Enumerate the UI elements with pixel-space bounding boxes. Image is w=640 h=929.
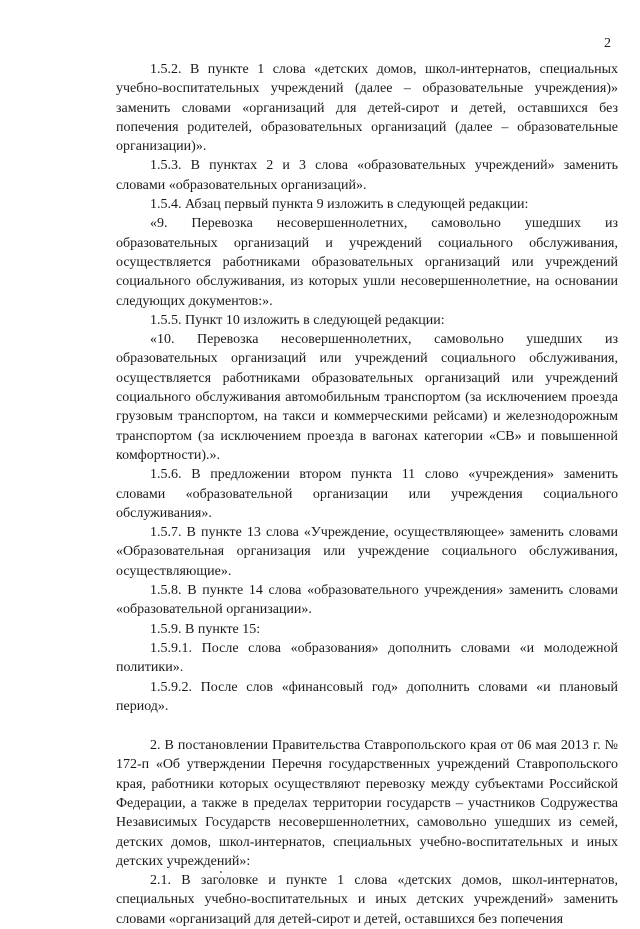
paragraph-1-5-5: 1.5.5. Пункт 10 изложить в следующей редакции: — [150, 312, 445, 328]
document-body — [116, 60, 618, 929]
paragraph-1-5-9-1: 1.5.9.1. После слова «образования» дополнить словами «и молодежной политики». — [116, 640, 618, 676]
scan-speck — [220, 871, 222, 873]
paragraph-2: 2. В постановлении Правительства Ставропольского края от 06 мая 2013 г. № 172-п «Об утверждении Перечня государственных учреждений Ставропольского края, работники которых осуществляют перевозку между субъектами Российской Федерации, а также в пределах территории государств – участников Содружества Независимых Государств несовершеннолетних, самовольно ушедших из семей, детских домов, школ-интернатов, специальных учебно-воспитательных и иных детских учреждений»: — [116, 738, 618, 869]
page-number: 2 — [604, 36, 611, 51]
paragraph-1-5-9: 1.5.9. В пункте 15: — [150, 621, 261, 637]
paragraph-1-5-8: 1.5.8. В пункте 14 слова «образовательного учреждения» заменить словами «образовательной организации». — [116, 583, 618, 618]
paragraph-1-5-6: 1.5.6. В предложении втором пункта 11 слово «учреждения» заменить словами «образовательной организации или учреждения социального обслуживания». — [116, 467, 618, 521]
paragraph-clause-9: «9. Перевозка несовершеннолетних, самовольно ушедших из образовательных организаций и учреждений социального обслуживания, осуществляется работниками образовательных организаций или учреждений социального обслуживания, из которых ушли несовершеннолетние, на основании следующих документов:». — [116, 216, 618, 309]
paragraph-1-5-7: 1.5.7. В пункте 13 слова «Учреждение, осуществляющее» заменить словами «Образовательная организация или учреждение социального обслуживания, осуществляющие». — [116, 525, 618, 579]
paragraph-clause-10: «10. Перевозка несовершеннолетних, самовольно ушедших из образовательных организаций или учреждений социального обслуживания, осуществляется работниками образовательных организаций или учреждений социального обслуживания автомобильным транспортом (за исключением проезда грузовым транспортом, на такси и коммерческими рейсами) и железнодорожным транспортом (за исключением проезда в вагонах категории «СВ» и повышенной комфортности).». — [116, 332, 618, 463]
paragraph-1-5-9-2: 1.5.9.2. После слов «финансовый год» дополнить словами «и плановый период». — [116, 679, 618, 714]
paragraph-1-5-2: 1.5.2. В пункте 1 слова «детских домов, школ-интернатов, специальных учебно-воспитательных учреждений (далее – образовательные учреждения)» заменить словами «организаций для детей-сирот и детей, оставшихся без попечения родителей, образовательных организаций (далее – образовательные организации)». — [116, 62, 618, 155]
paragraph-2-1: 2.1. В заголовке и пункте 1 слова «детских домов, школ-интернатов, специальных учебно-воспитательных и иных детских учреждений» заменить словами «организаций для детей-сирот и детей, оставшихся без попечения — [116, 873, 618, 927]
paragraph-1-5-4: 1.5.4. Абзац первый пункта 9 изложить в следующей редакции: — [150, 197, 529, 213]
paragraph-1-5-3: 1.5.3. В пунктах 2 и 3 слова «образовательных учреждений» заменить словами «образовательных организаций». — [116, 158, 618, 193]
